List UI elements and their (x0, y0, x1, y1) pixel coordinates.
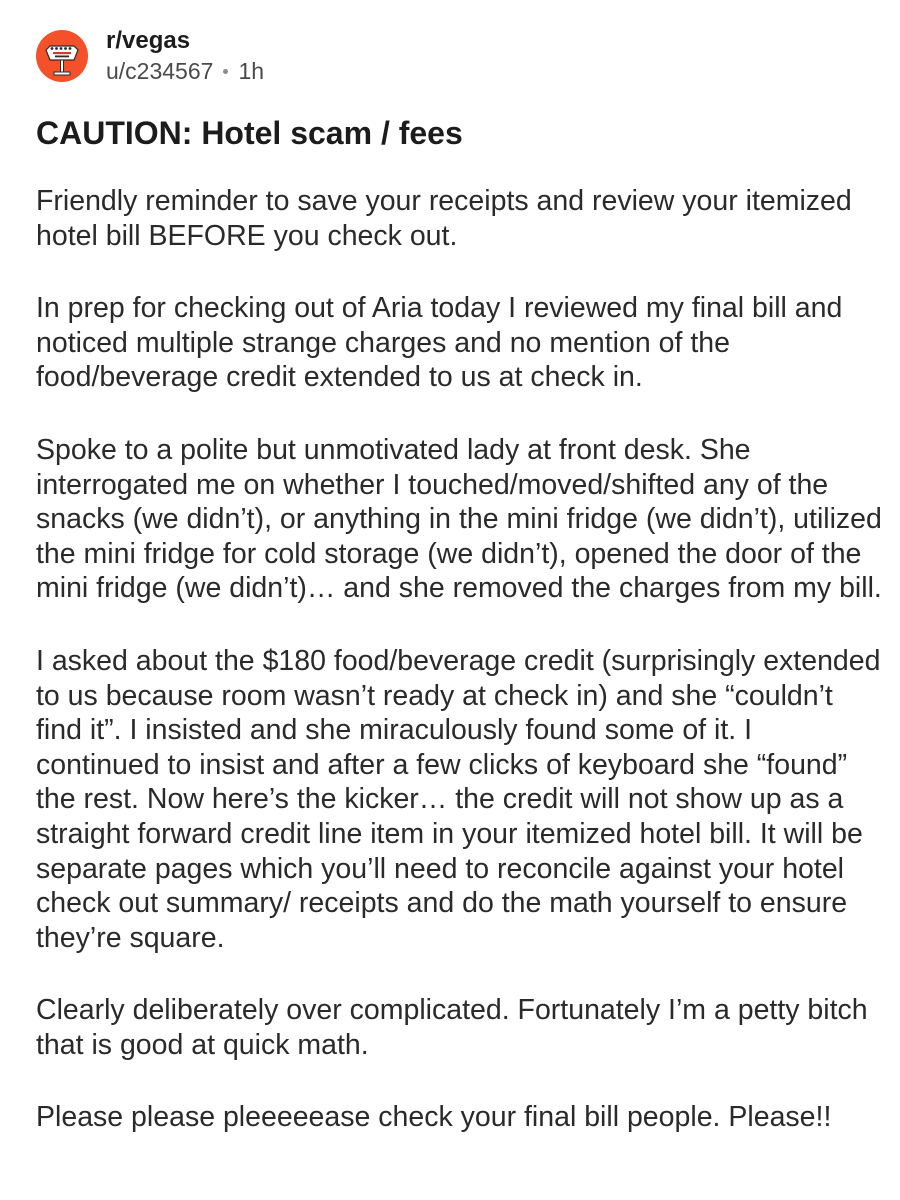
post-header (36, 24, 264, 88)
post-paragraph: Please please pleeeeease check your final bill people. Please!! (36, 1101, 832, 1134)
post-paragraph: Spoke to a polite but unmotivated lady at front desk. She interrogated me on whether I touched/moved/shifted any of the snacks (we didn’t), or anything in the mini fridge (we didn’t), utilized the mini fridge for cold storage (we didn’t), opened the door of the mini fridge (we didn’t)… and she removed the charges from my bill. (36, 433, 882, 605)
vegas-sign-icon (36, 30, 88, 82)
post-paragraph: Friendly reminder to save your receipts and review your itemized hotel bill BEFORE you check out. (36, 185, 852, 252)
post-time: 1h (238, 58, 265, 84)
subreddit-avatar[interactable] (36, 30, 88, 82)
post-title: CAUTION: Hotel scam / fees (36, 115, 463, 151)
post-paragraph: In prep for checking out of Aria today I reviewed my final bill and noticed multiple strange charges and no mention of the food/beverage credit extended to us at check in. (36, 292, 843, 394)
post-byline (106, 56, 264, 86)
author-name[interactable]: u/c234567 (106, 58, 214, 84)
post-paragraph: Clearly deliberately over complicated. Fortunately I’m a petty bitch that is good at quick math. (36, 994, 868, 1061)
post-paragraph: I asked about the $180 food/beverage credit (surprisingly extended to us because room wasn’t ready at check in) and she “couldn’t find it”. I insisted and she miraculously found some of it. I continued to insist and after a few clicks of keyboard she “found” the rest. Now here’s the kicker… the credit will not show up as a straight forward credit line item in your itemized hotel bill. It will be separate pages which you’ll need to reconcile against your hotel check out summary/ receipts and do the math yourself to ensure they’re square. (36, 644, 881, 954)
subreddit-name[interactable]: r/vegas (106, 27, 191, 54)
separator-dot-icon (223, 69, 228, 74)
post-body (36, 184, 882, 1135)
